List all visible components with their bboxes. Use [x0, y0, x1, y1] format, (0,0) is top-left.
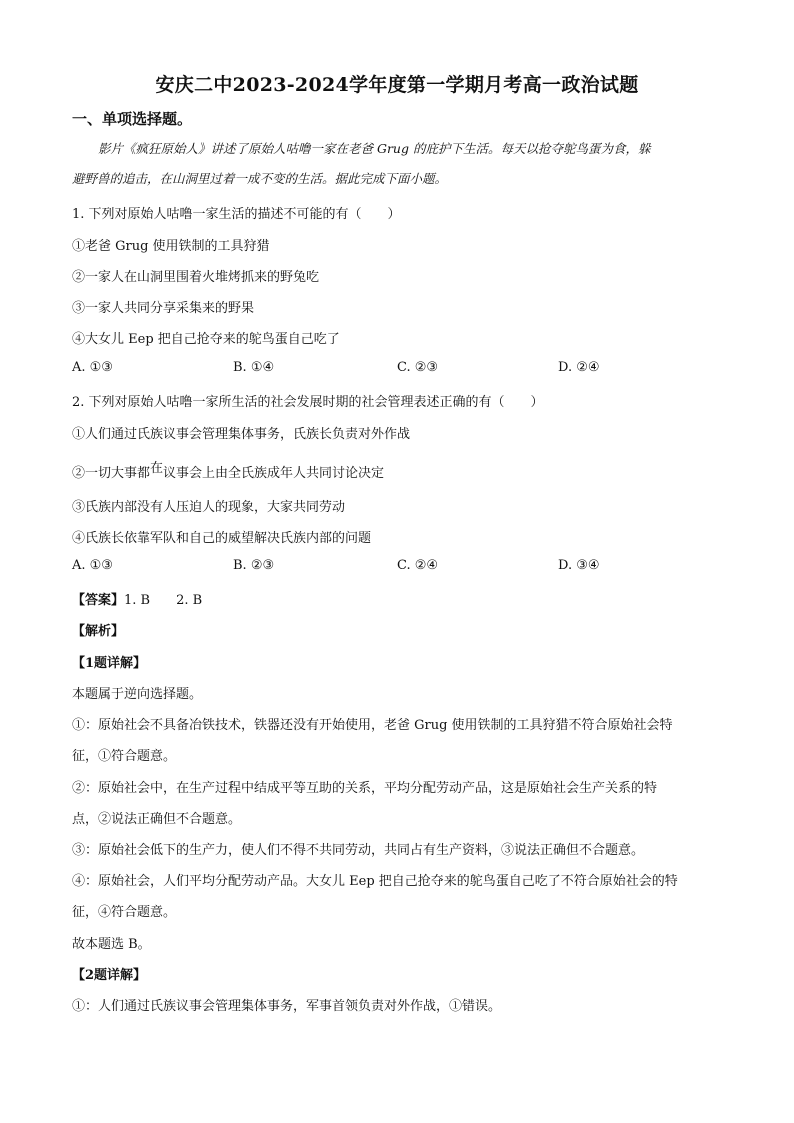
- question-1-option-d: D. ②④: [558, 360, 600, 375]
- question-2-option-a: A. ①③: [72, 558, 113, 573]
- page-title: 安庆二中2023-2024学年度第一学期月考高一政治试题: [155, 74, 639, 96]
- question-2-option-c: C. ②④: [397, 558, 439, 573]
- question-2-item-3: ③氏族内部没有人压迫人的现象，大家共同劳动: [72, 500, 346, 515]
- question-2-option-b: B. ②③: [233, 558, 275, 573]
- question-1-item-3: ③一家人共同分享采集来的野果: [72, 301, 255, 316]
- answer-text: 1. B 2. B: [124, 593, 203, 608]
- question-1-option-b: B. ①④: [233, 360, 275, 375]
- passage-line-1: 影片《疯狂原始人》讲述了原始人咕噜一家在老爸 Grug 的庇护下生活。每天以抢夺鸵鸟蛋为食，躲: [98, 141, 651, 156]
- section-heading: 一、单项选择题。: [72, 110, 193, 128]
- question-1-option-c: C. ②③: [397, 360, 439, 375]
- detail-1-point-1-line-2: 征，①符合题意。: [72, 749, 177, 764]
- answer-line: [72, 589, 202, 608]
- answer-label: 【答案】: [72, 593, 125, 608]
- question-1-item-1: ①老爸 Grug 使用铁制的工具狩猎: [72, 239, 270, 254]
- detail-1-point-1-line-1: ①：原始社会不具备冶铁技术，铁器还没有开始使用，老爸 Grug 使用铁制的工具狩猎不符合原始社会特: [72, 718, 673, 733]
- passage-line-2: 避野兽的追击，在山洞里过着一成不变的生活。据此完成下面小题。: [72, 171, 448, 186]
- question-1-item-4: ④大女儿 Eep 把自己抢夺来的鸵鸟蛋自己吃了: [72, 332, 340, 347]
- detail-1-point-2-line-1: ②：原始社会中，在生产过程中结成平等互助的关系，平均分配劳动产品，这是原始社会生产关系的特: [72, 781, 658, 796]
- detail-2-heading: 【2题详解】: [72, 968, 147, 983]
- detail-1-conclusion: 故本题选 B。: [72, 937, 151, 952]
- detail-2-point-1: ①：人们通过氏族议事会管理集体事务，军事首领负责对外作战，①错误。: [72, 999, 502, 1014]
- question-2-option-d: D. ③④: [558, 558, 600, 573]
- detail-1-point-3: ③：原始社会低下的生产力，使人们不得不共同劳动，共同占有生产资料，③说法正确但不合题意。: [72, 843, 645, 858]
- detail-1-heading: 【1题详解】: [72, 656, 147, 671]
- question-1-option-a: A. ①③: [72, 360, 113, 375]
- analysis-label: 【解析】: [72, 624, 125, 639]
- question-2-item-2-misaligned-char: 在: [150, 461, 164, 476]
- question-2-item-2-part-2: 议事会上由全氏族成年人共同讨论决定: [163, 466, 385, 481]
- question-2-stem: 2. 下列对原始人咕噜一家所生活的社会发展时期的社会管理表述正确的有（ ）: [72, 395, 544, 410]
- question-1-stem: 1. 下列对原始人咕噜一家生活的描述不可能的有（ ）: [72, 207, 401, 222]
- detail-1-point-2-line-2: 点，②说法正确但不合题意。: [72, 812, 242, 827]
- question-2-item-4: ④氏族长依靠军队和自己的威望解决氏族内部的问题: [72, 531, 372, 546]
- question-1-item-2: ②一家人在山洞里围着火堆烤抓来的野兔吃: [72, 270, 320, 285]
- question-2-item-2: [72, 462, 384, 481]
- question-2-item-2-part-1: ②一切大事都: [72, 466, 151, 481]
- detail-1-point-4-line-1: ④：原始社会，人们平均分配劳动产品。大女儿 Eep 把自己抢夺来的鸵鸟蛋自己吃了不符合原始社会的特: [72, 874, 678, 889]
- detail-1-intro: 本题属于逆向选择题。: [72, 687, 203, 702]
- detail-1-point-4-line-2: 征，④符合题意。: [72, 905, 177, 920]
- question-2-item-1: ①人们通过氏族议事会管理集体事务，氏族长负责对外作战: [72, 427, 411, 442]
